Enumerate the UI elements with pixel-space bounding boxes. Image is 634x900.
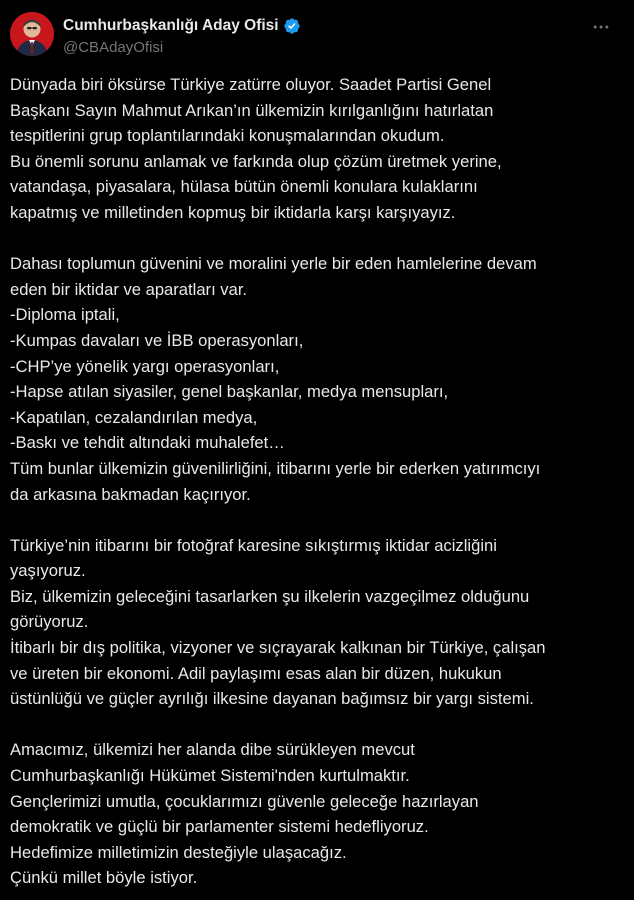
tweet-text-line: görüyoruz. [10, 612, 89, 632]
tweet-text-line: -Kapatılan, cezalandırılan medya, [10, 407, 258, 427]
tweet-text-line: İtibarlı bir dış politika, vizyoner ve sıçrayarak kalkınan bir Türkiye, çalışan [10, 638, 546, 658]
tweet-text-line: Çünkü millet böyle istiyor. [10, 868, 198, 888]
tweet-text-line: -Kumpas davaları ve İBB operasyonları, [10, 330, 304, 350]
tweet-paragraph [10, 533, 624, 712]
tweet-text-line: kapatmış ve milletinden kopmuş bir iktidarla karşı karşıyayız. [10, 202, 456, 222]
tweet-text-line: ve üreten bir ekonomi. Adil paylaşımı esas alan bir düzen, hukukun [10, 663, 502, 683]
tweet-text-line: Tüm bunlar ülkemizin güvenilirliğini, itibarını yerle bir ederken yatırımcıyı [10, 458, 541, 478]
paragraph-spacer [10, 712, 624, 738]
tweet-paragraph [10, 251, 624, 507]
author-names [63, 16, 301, 56]
tweet-text-line: eden bir iktidar ve aparatları var. [10, 279, 248, 299]
tweet-text-line: demokratik ve güçlü bir parlamenter sistemi hedefliyoruz. [10, 817, 429, 837]
tweet-header [10, 10, 624, 72]
tweet-text-line: -CHP’ye yönelik yargı operasyonları, [10, 356, 280, 376]
tweet-text-line: vatandaşa, piyasalara, hülasa bütün önemli konulara kulaklarını [10, 177, 478, 197]
tweet-text-line: Bu önemli sorunu anlamak ve farkında olup çözüm üretmek yerine, [10, 151, 502, 171]
tweet-text-line: üstünlüğü ve güçler ayrılığı ilkesine dayanan bağımsız bir yargı sistemi. [10, 689, 534, 709]
tweet-text-line: Cumhurbaşkanlığı Hükümet Sistemi'nden kurtulmaktır. [10, 766, 410, 786]
tweet-text-line: Amacımız, ülkemizi her alanda dibe sürükleyen mevcut [10, 740, 415, 760]
avatar[interactable] [10, 12, 54, 56]
paragraph-spacer [10, 226, 624, 252]
tweet-paragraph [10, 737, 624, 891]
display-name[interactable]: Cumhurbaşkanlığı Aday Ofisi [63, 17, 279, 34]
tweet-text-line: -Diploma iptali, [10, 305, 120, 325]
tweet-text-line: da arkasına bakmadan kaçırıyor. [10, 484, 251, 504]
tweet-text-line: -Baskı ve tehdit altındaki muhalefet… [10, 433, 285, 453]
tweet-text-line: Dünyada biri öksürse Türkiye zatürre oluyor. Saadet Partisi Genel [10, 75, 492, 94]
tweet-text-line: yaşıyoruz. [10, 561, 86, 581]
verified-badge-icon [283, 17, 301, 35]
tweet-text [10, 72, 624, 891]
tweet-text-line: -Hapse atılan siyasiler, genel başkanlar, medya mensupları, [10, 382, 449, 402]
tweet-paragraph [10, 72, 624, 226]
author-handle[interactable]: @CBAdayOfisi [63, 39, 164, 56]
tweet-text-line: Gençlerimizi umutla, çocuklarımızı güvenle geleceğe hazırlayan [10, 791, 479, 811]
tweet-text-line: Hedefimize milletimizin desteğiyle ulaşacağız. [10, 842, 347, 862]
more-options-button[interactable] [586, 14, 616, 44]
tweet-text-line: Türkiye’nin itibarını bir fotoğraf karesine sıkıştırmış iktidar acizliğini [10, 535, 497, 555]
more-horizontal-icon [591, 17, 611, 42]
display-name-row [63, 16, 301, 36]
tweet-text-line: tespitlerini grup toplantılarındaki konuşmalarından okudum. [10, 126, 445, 146]
tweet-text-line: Başkanı Sayın Mahmut Arıkan’ın ülkemizin kırılganlığını hatırlatan [10, 100, 494, 120]
paragraph-spacer [10, 507, 624, 533]
tweet-text-line: Dahası toplumun güvenini ve moralini yerle bir eden hamlelerine devam [10, 254, 537, 274]
tweet-text-line: Biz, ülkemizin geleceğini tasarlarken şu ilkelerin vazgeçilmez olduğunu [10, 586, 530, 606]
